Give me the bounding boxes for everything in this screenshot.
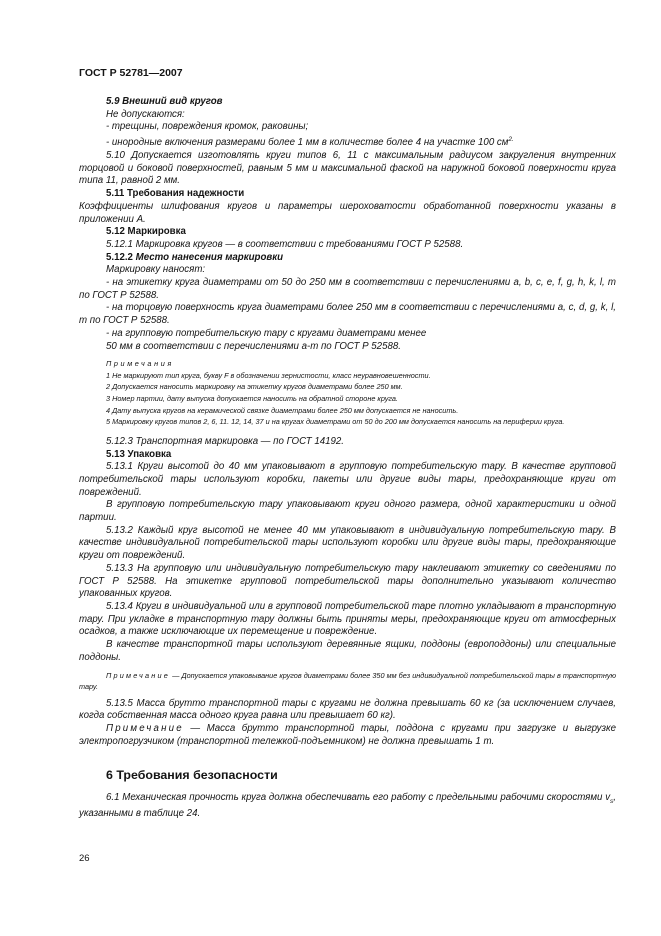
section-heading-5-13: 5.13 Упаковка bbox=[106, 448, 172, 460]
paragraph-5-12-3: 5.12.3 Транспортная маркировка — по ГОСТ 14192. bbox=[106, 435, 344, 447]
document-header: ГОСТ Р 52781—2007 bbox=[79, 67, 183, 79]
spacer bbox=[79, 749, 616, 767]
note-label: Примечание bbox=[106, 670, 171, 680]
subscript: s bbox=[610, 797, 614, 805]
paragraph: В групповую потребительскую тару упаковывают круги одного размера, одной характеристики и одной партии. bbox=[79, 499, 616, 524]
note-item: 2 Допускается наносить маркировку на этикетку кругов диаметрами более 250 мм. bbox=[106, 382, 403, 392]
list-item: 50 мм в соответствии с перечислениями a-m по ГОСТ Р 52588. bbox=[106, 340, 401, 352]
list-item-text: - инородные включения размерами более 1 мм в количестве более 4 на участке 100 см bbox=[106, 137, 509, 149]
paragraph-5-13-4: 5.13.4 Круги в индивидуальной или в групповой потребительской таре плотно укладывают в транспортную тару. При укладке в транспортную тару должны быть приняты меры, предохраняющие круги от атмосферных осадков, а также исключающие их перемещение и повреждение. bbox=[79, 601, 616, 638]
section-heading-5-12-2 bbox=[79, 252, 616, 265]
list-item: - на групповую потребительскую тару с кругами диаметрами менее bbox=[106, 327, 427, 339]
note-item: 1 Не маркируют тип круга, букву F в обозначении зернистости, класс неуравновешенности. bbox=[106, 370, 431, 380]
note-text: — Допускается упаковывание кругов диаметрами более 350 мм без индивидуальной потребительской тары в транспортную тару. bbox=[79, 670, 616, 692]
list-item: - на этикетку круга диаметрами от 50 до 250 мм в соответствии с перечислениями a, b, c, e, f, g, h, k, l, m по ГОСТ Р 52588. bbox=[79, 277, 616, 301]
page-content bbox=[79, 96, 616, 821]
list-item bbox=[79, 134, 616, 150]
spacer bbox=[79, 428, 616, 436]
section-title: Место нанесения маркировки bbox=[135, 251, 284, 263]
paragraph: В качестве транспортной тары используют деревянные ящики, поддоны (европоддоны) или специальные поддоны. bbox=[79, 639, 616, 663]
section-title: Внешний вид кругов bbox=[122, 96, 223, 107]
section-heading-5-12: 5.12 Маркировка bbox=[106, 226, 186, 238]
note-item: 5 Маркировку кругов типов 2, 6, 11. 12, 14, 37 и на кругах диаметрами от 50 до 200 мм допускается наносить на периферии круга. bbox=[106, 417, 565, 427]
paragraph: Коэффициенты шлифования кругов и параметры шероховатости обработанной поверхности указаны в приложении А. bbox=[79, 200, 616, 225]
paragraph-5-10: 5.10 Допускается изготовлять круги типов 6, 11 с максимальным радиусом закругления внутренних торцовой и боковой поверхностей, равным 5 мм и максимальной фаской на наружной боковой поверхности круга типа 11, равной 2 мм. bbox=[79, 150, 616, 187]
list-item: - на торцовую поверхность круга диаметрами более 250 мм в соответствии с перечислениями a, c, d, g, k, l, m по ГОСТ Р 52588. bbox=[79, 302, 616, 327]
paragraph-5-12-1: 5.12.1 Маркировка кругов — в соответствии с требованиями ГОСТ Р 52588. bbox=[106, 238, 464, 250]
note bbox=[79, 723, 616, 748]
paragraph-5-13-2: 5.13.2 Каждый круг высотой не менее 40 мм упаковывают в индивидуальную потребительскую тару. В качестве индивидуальной потребительской тары используют коробки или другие виды тары, предохраняющие круги от повреждений. bbox=[79, 524, 616, 562]
note bbox=[79, 670, 616, 693]
note-label: Примечание bbox=[106, 723, 184, 735]
paragraph-text: 6.1 Механическая прочность круга должна обеспечивать его работу с предельными рабочими скоростями v bbox=[106, 791, 611, 803]
section-heading-5-9 bbox=[79, 96, 616, 109]
paragraph: Маркировку наносят: bbox=[106, 264, 206, 276]
paragraph-5-13-5: 5.13.5 Масса брутто транспортной тары с кругами не должна превышать 60 кг (за исключением случаев, когда собственная масса одного круга равна или превышает 60 кг). bbox=[79, 697, 616, 722]
paragraph-text: , указанными в таблице 24. bbox=[79, 791, 616, 820]
section-heading-6: 6 Требования безопасности bbox=[106, 767, 278, 782]
paragraph-5-13-3: 5.13.3 На групповую или индивидуальную потребительскую тару наклеивают этикетку со сведениями по ГОСТ Р 52588. На этикетке групповой потребительской тары дополнительно указывают количество упакованных кругов. bbox=[79, 562, 616, 600]
paragraph-5-13-1: 5.13.1 Круги высотой до 40 мм упаковывают в групповую потребительскую тару. В качестве групповой потребительской тары используют коробки, пакеты или другие виды тары, предохраняющие круги от повреждений. bbox=[79, 461, 616, 498]
paragraph: Не допускаются: bbox=[106, 108, 185, 120]
section-heading-5-11: 5.11 Требования надежности bbox=[106, 188, 245, 200]
page-number: 26 bbox=[79, 853, 90, 864]
paragraph-6-1 bbox=[79, 792, 616, 821]
note-text: — Масса брутто транспортной тары, поддона с кругами при загрузке и выгрузке электропогрузчиком (транспортной тележкой-подъемником) не должна превышать 1 т. bbox=[79, 723, 616, 747]
note-item: 3 Номер партии, дату выпуска допускается наносить на обратной стороне круга. bbox=[106, 394, 398, 404]
spacer bbox=[79, 783, 616, 792]
section-number: 5.12.2 bbox=[106, 251, 133, 263]
section-number: 5.9 bbox=[106, 96, 120, 107]
list-item: - трещины, повреждения кромок, раковины; bbox=[106, 121, 309, 133]
notes-title: Примечания bbox=[106, 359, 174, 369]
note-item: 4 Дату выпуска кругов на керамической связке диаметрами более 250 мм допускается не наносить. bbox=[106, 405, 459, 415]
superscript: 2. bbox=[508, 136, 514, 144]
